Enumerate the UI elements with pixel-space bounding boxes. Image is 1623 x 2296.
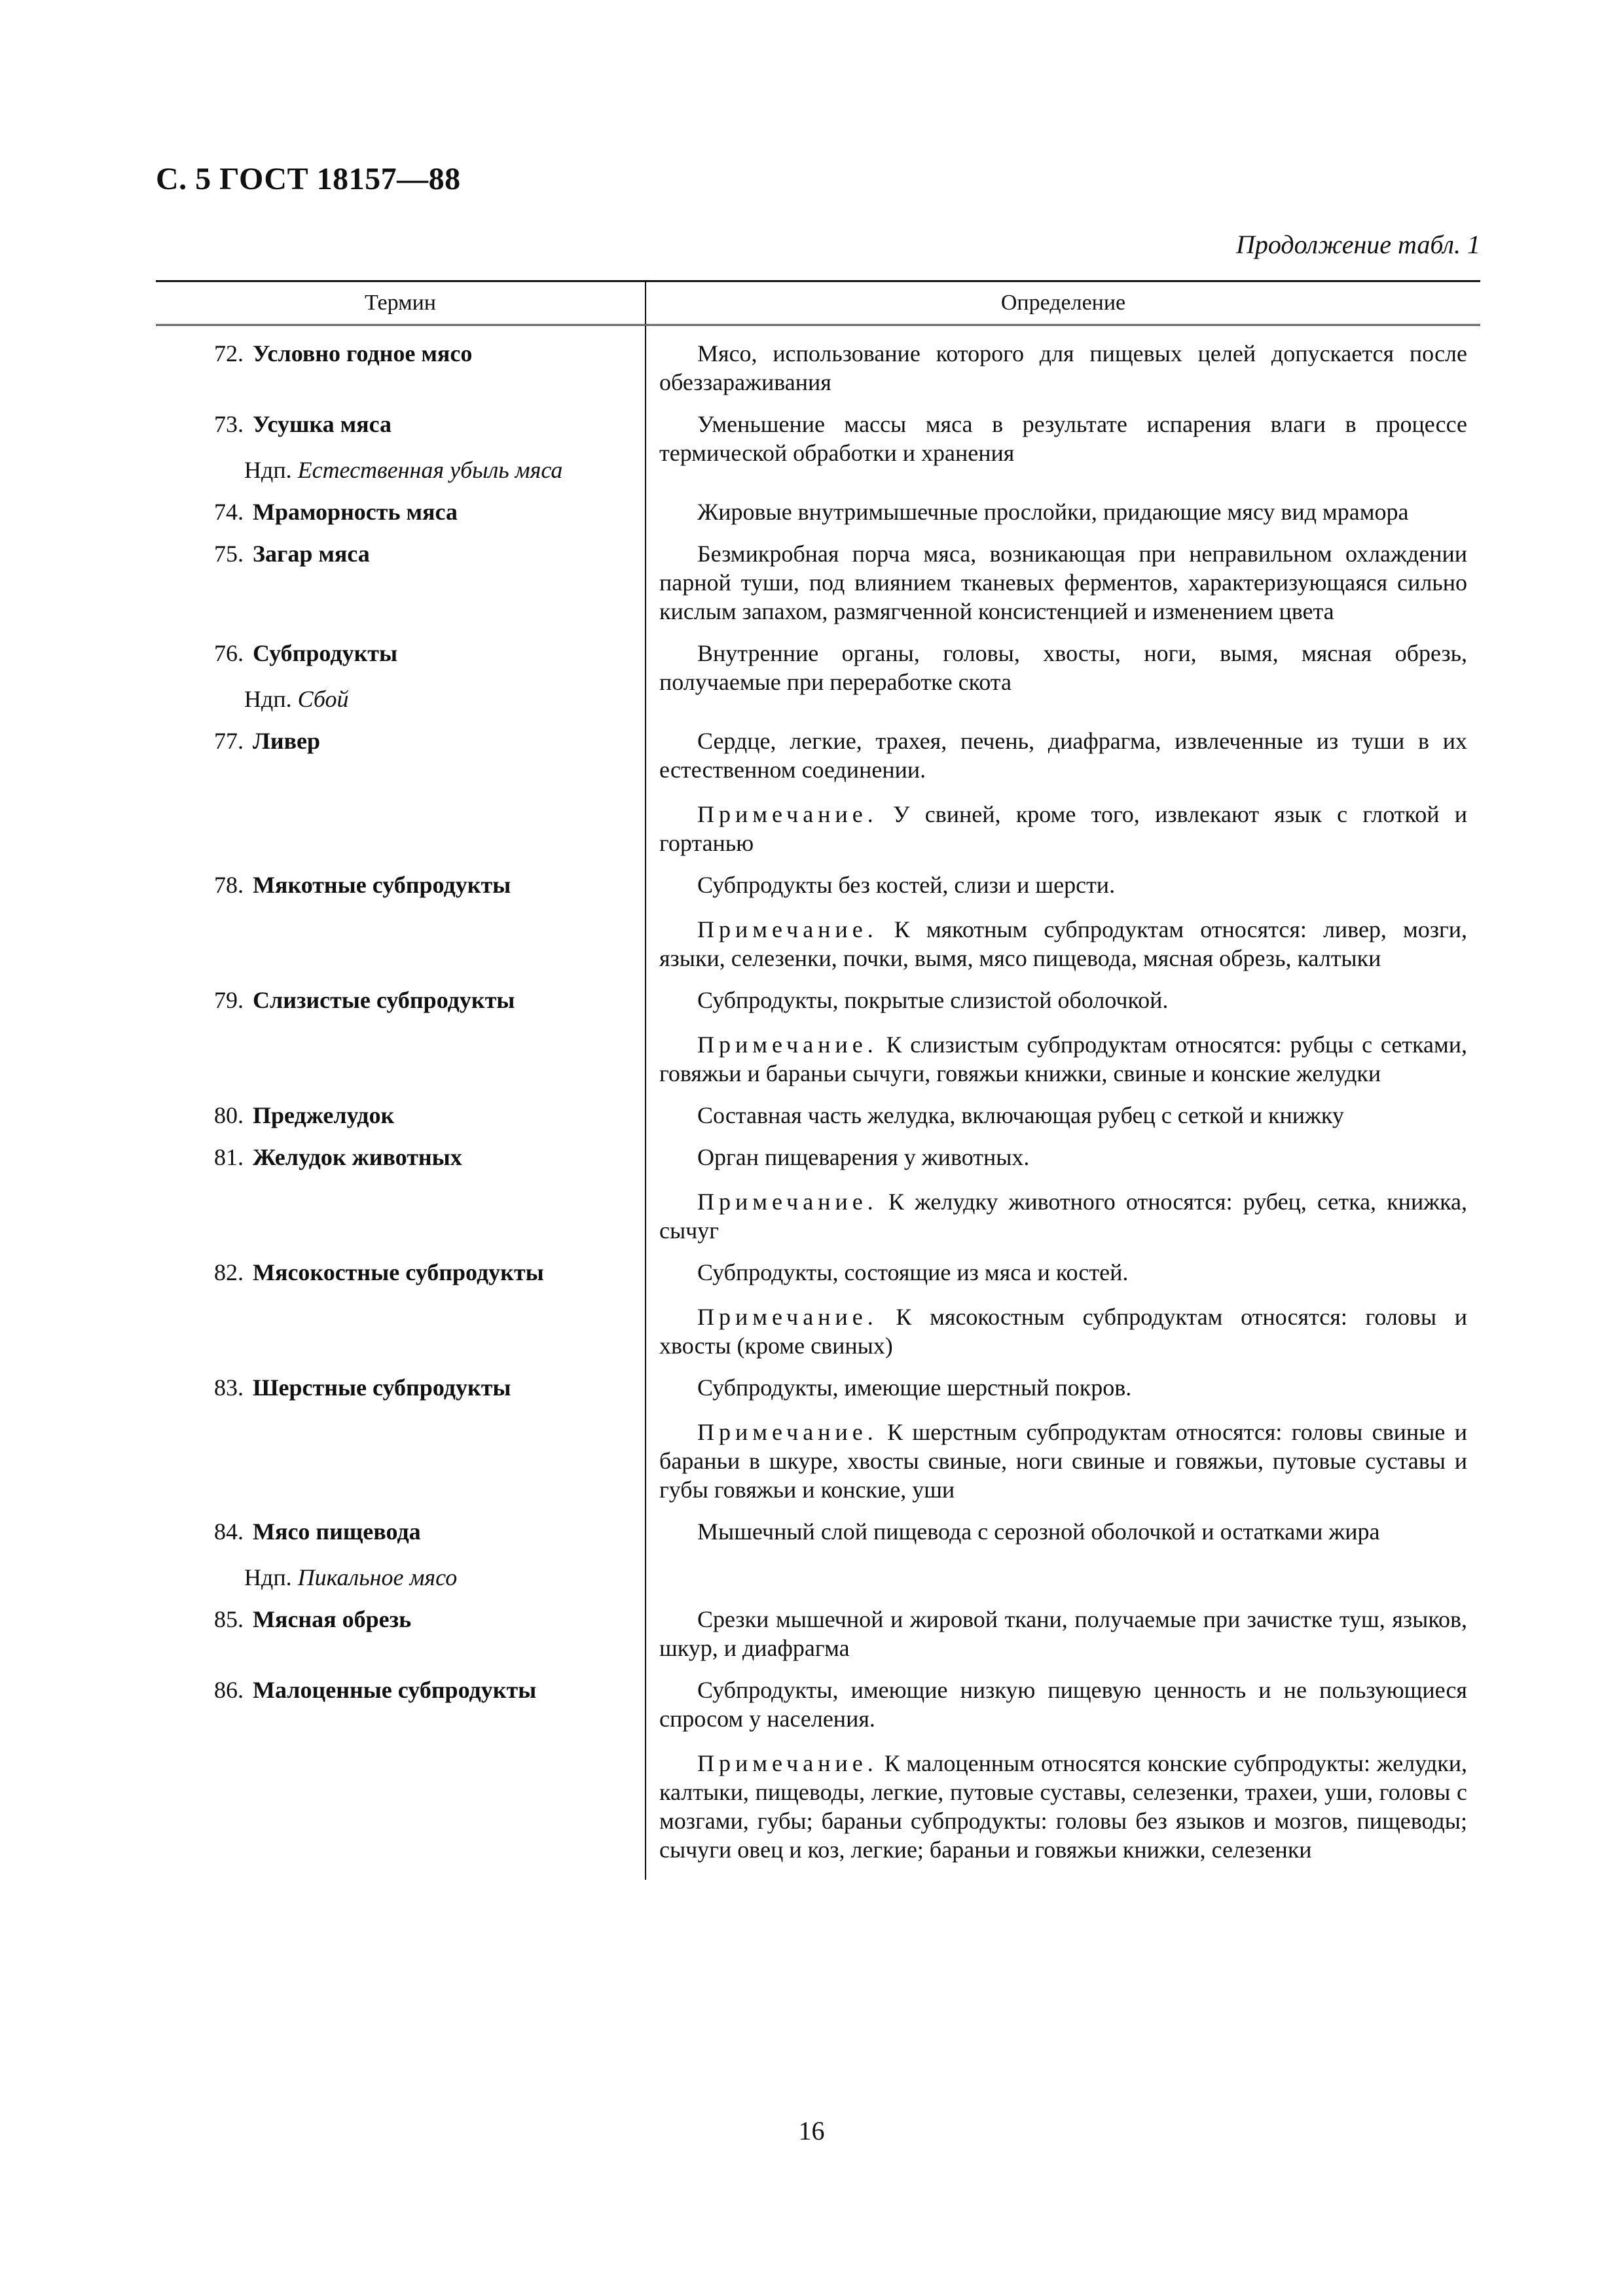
table-row xyxy=(156,1088,1480,1130)
table-row xyxy=(156,1245,1480,1360)
term-line xyxy=(156,539,645,568)
note-body: К мясокостным субпродуктам относятся: головы и хвосты (кроме свиных) xyxy=(659,1304,1467,1359)
ndp-term: Пикальное мясо xyxy=(297,1564,458,1590)
definition-cell xyxy=(645,713,1480,857)
term-name: Мясная обрезь xyxy=(253,1606,412,1632)
definition-cell xyxy=(645,1592,1480,1662)
definition-cell xyxy=(645,626,1480,713)
table-row xyxy=(156,1360,1480,1504)
term-number: 79. xyxy=(214,987,244,1013)
page-number: 16 xyxy=(798,2116,825,2145)
table-row xyxy=(156,1130,1480,1245)
note-label: Примечание. xyxy=(697,1750,878,1776)
term-name: Ливер xyxy=(253,728,321,754)
definition-cell xyxy=(645,973,1480,1088)
term-number: 76. xyxy=(214,640,244,666)
term-line xyxy=(156,639,645,668)
table-row xyxy=(156,1592,1480,1662)
term-line xyxy=(156,1258,645,1287)
definition-text: Безмикробная порча мяса, возникающая при неправильном охлаждении парной туши, под влиянием тканевых ферментов, характеризующаяся сильно кислым запахом, размягченной консистенцией и изменением цвета xyxy=(659,541,1467,624)
definition-cell xyxy=(645,1360,1480,1504)
definition-cell xyxy=(645,1245,1480,1360)
term-name: Загар мяса xyxy=(253,541,370,567)
table-row xyxy=(156,973,1480,1088)
ndp-term: Естественная убыль мяса xyxy=(297,457,563,483)
term-line xyxy=(156,986,645,1014)
term-name: Преджелудок xyxy=(253,1102,395,1128)
definition-text: Срезки мышечной и жировой ткани, получаемые при зачистке туш, языков, шкур, и диафрагма xyxy=(659,1606,1467,1661)
term-name: Мясокостные субпродукты xyxy=(253,1259,544,1285)
term-cell xyxy=(156,973,645,1088)
term-number: 80. xyxy=(214,1102,244,1128)
term-name: Субпродукты xyxy=(253,640,398,666)
definition-text: Мясо, использование которого для пищевых целей допускается после обеззараживания xyxy=(659,340,1467,395)
term-number: 74. xyxy=(214,499,244,525)
ndp-term: Сбой xyxy=(297,686,349,712)
term-number: 84. xyxy=(214,1518,244,1545)
term-name: Малоценные субпродукты xyxy=(253,1677,537,1703)
term-cell xyxy=(156,1130,645,1245)
definition-cell xyxy=(645,1662,1480,1864)
term-number: 81. xyxy=(214,1144,244,1170)
spacer-definition-cell xyxy=(645,1864,1480,1880)
definition-text: Субпродукты, покрытые слизистой оболочкой. xyxy=(697,987,1169,1013)
term-name: Мраморность мяса xyxy=(253,499,458,525)
table-row xyxy=(156,1504,1480,1592)
term-number: 85. xyxy=(214,1606,244,1632)
note-label: Примечание. xyxy=(697,801,878,827)
table-header xyxy=(156,280,1480,326)
definition-text: Внутренние органы, головы, хвосты, ноги, вымя, мясная обрезь, получаемые при переработке скота xyxy=(659,640,1467,695)
term-name: Условно годное мясо xyxy=(253,340,473,367)
table-row xyxy=(156,1662,1480,1864)
definition-text: Субпродукты без костей, слизи и шерсти. xyxy=(697,872,1116,898)
term-cell xyxy=(156,1088,645,1130)
term-line xyxy=(156,1143,645,1172)
definition-note xyxy=(659,1302,1467,1360)
term-line xyxy=(156,726,645,755)
note-label: Примечание. xyxy=(697,1031,878,1058)
term-number: 77. xyxy=(214,728,244,754)
definition-note xyxy=(659,1187,1467,1245)
term-line xyxy=(156,1676,645,1704)
note-body: К мякотным субпродуктам относятся: ливер, мозги, языки, селезенки, почки, вымя, мясо пищевода, мясная обрезь, калтыки xyxy=(659,916,1468,971)
term-number: 73. xyxy=(214,411,244,437)
term-cell xyxy=(156,626,645,713)
definition-text: Субпродукты, состоящие из мяса и костей. xyxy=(697,1259,1129,1285)
definition-cell xyxy=(645,397,1480,484)
term-number: 83. xyxy=(214,1374,244,1401)
definition-text: Составная часть желудка, включающая рубец с сеткой и книжку xyxy=(697,1102,1344,1128)
definition-note xyxy=(659,1749,1467,1864)
note-body: К слизистым субпродуктам относятся: рубцы с сетками, говяжьи и бараньи сычуги, говяжьи книжки, свиные и конские желудки xyxy=(659,1031,1467,1086)
term-line xyxy=(156,1605,645,1634)
term-cell xyxy=(156,1245,645,1360)
table-row xyxy=(156,397,1480,484)
note-label: Примечание. xyxy=(697,1304,878,1330)
term-name: Шерстные субпродукты xyxy=(253,1374,511,1401)
table-row xyxy=(156,526,1480,626)
term-cell xyxy=(156,713,645,857)
non-recommended-term xyxy=(156,685,645,713)
term-name: Мясо пищевода xyxy=(253,1518,421,1545)
definition-text: Субпродукты, имеющие низкую пищевую ценность и не пользующиеся спросом у населения. xyxy=(659,1677,1467,1732)
term-number: 75. xyxy=(214,541,244,567)
note-body: К шерстным субпродуктам относятся: головы свиные и бараньи в шкуре, хвосты свиные, ноги свиные и говяжьи, путовые суставы и губы говяжьи и конские, уши xyxy=(659,1419,1467,1503)
definition-text: Орган пищеварения у животных. xyxy=(697,1144,1030,1170)
table-continuation-label: Продолжение табл. 1 xyxy=(1235,230,1480,259)
term-number: 86. xyxy=(214,1677,244,1703)
definition-text: Субпродукты, имеющие шерстный покров. xyxy=(697,1374,1132,1401)
definition-text: Мышечный слой пищевода с серозной оболочкой и остатками жира xyxy=(697,1518,1380,1545)
term-cell xyxy=(156,1662,645,1864)
note-label: Примечание. xyxy=(697,916,878,942)
table-row xyxy=(156,326,1480,397)
term-line xyxy=(156,870,645,899)
table-end-spacer xyxy=(156,1864,1480,1880)
table-body xyxy=(156,326,1480,1880)
column-header-definition: Определение xyxy=(645,282,1480,324)
term-line xyxy=(156,1373,645,1402)
definition-cell xyxy=(645,326,1480,397)
term-name: Желудок животных xyxy=(253,1144,462,1170)
term-cell xyxy=(156,1504,645,1592)
page-header-title: С. 5 ГОСТ 18157—88 xyxy=(156,162,461,196)
term-cell xyxy=(156,484,645,526)
spacer-term-cell xyxy=(156,1864,645,1880)
term-name: Мякотные субпродукты xyxy=(253,872,511,898)
term-line xyxy=(156,339,645,368)
definition-note xyxy=(659,800,1467,857)
note-label: Примечание. xyxy=(697,1189,878,1215)
table-row xyxy=(156,857,1480,973)
definition-note xyxy=(659,1030,1467,1088)
term-cell xyxy=(156,857,645,973)
definition-text: Жировые внутримышечные прослойки, придающие мясу вид мрамора xyxy=(697,499,1409,525)
term-line xyxy=(156,410,645,439)
non-recommended-term xyxy=(156,1563,645,1592)
table-row xyxy=(156,626,1480,713)
note-label: Примечание. xyxy=(697,1419,878,1445)
definition-cell xyxy=(645,1088,1480,1130)
definition-cell xyxy=(645,1130,1480,1245)
note-body: К желудку животного относятся: рубец, сетка, книжка, сычуг xyxy=(659,1189,1468,1244)
note-body: У свиней, кроме того, извлекают язык с глоткой и гортанью xyxy=(659,801,1468,856)
term-line xyxy=(156,1101,645,1130)
term-cell xyxy=(156,397,645,484)
term-number: 78. xyxy=(214,872,244,898)
term-cell xyxy=(156,1592,645,1662)
term-name: Усушка мяса xyxy=(253,411,392,437)
definition-cell xyxy=(645,857,1480,973)
table-row xyxy=(156,713,1480,857)
definition-note xyxy=(659,915,1467,973)
note-body: К малоценным относятся конские субпродукты: желудки, калтыки, пищеводы, легкие, путовые суставы, селезенки, трахеи, уши, головы с мозгами, губы; бараньи субпродукты: головы без языков и мозгов, пищеводы; сычуги овец и коз, легкие; бараньи и говяжьи книжки, селезенки xyxy=(659,1750,1467,1863)
ndp-prefix: Ндп. xyxy=(244,686,292,712)
term-line xyxy=(156,1517,645,1546)
definition-cell xyxy=(645,1504,1480,1592)
definition-cell xyxy=(645,484,1480,526)
ndp-prefix: Ндп. xyxy=(244,457,292,483)
term-cell xyxy=(156,526,645,626)
table-row xyxy=(156,484,1480,526)
definition-cell xyxy=(645,526,1480,626)
term-line xyxy=(156,497,645,526)
definition-text: Сердце, легкие, трахея, печень, диафрагма, извлеченные из туши в их естественном соединении. xyxy=(659,728,1467,783)
term-cell xyxy=(156,326,645,397)
definition-text: Уменьшение массы мяса в результате испарения влаги в процессе термической обработки и хранения xyxy=(659,411,1467,466)
term-cell xyxy=(156,1360,645,1504)
column-header-term: Термин xyxy=(365,291,436,315)
term-name: Слизистые субпродукты xyxy=(253,987,515,1013)
non-recommended-term xyxy=(156,456,645,484)
terms-table xyxy=(156,280,1480,1880)
term-number: 82. xyxy=(214,1259,244,1285)
definition-note xyxy=(659,1418,1467,1504)
ndp-prefix: Ндп. xyxy=(244,1564,292,1590)
term-number: 72. xyxy=(214,340,244,367)
